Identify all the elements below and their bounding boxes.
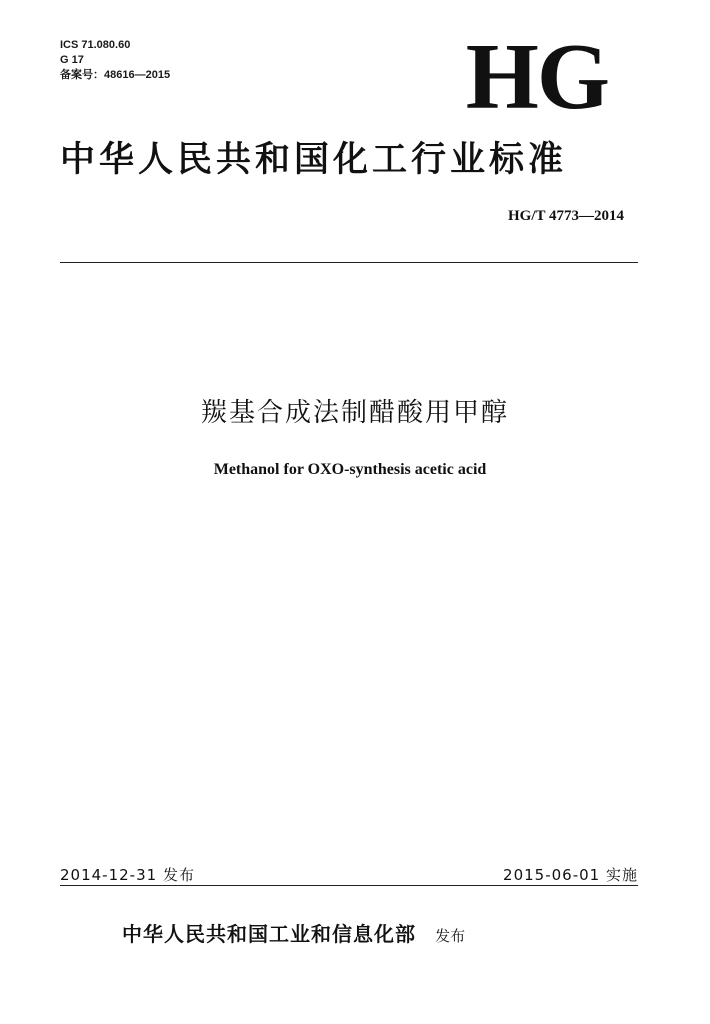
ccs-code: G 17 [60,54,84,66]
publisher-action: 发布 [435,927,466,945]
standard-title-english: Methanol for OXO-synthesis acetic acid [213,461,487,478]
top-divider [60,262,638,263]
publisher-name: 中华人民共和国工业和信息化部 [122,922,416,946]
hg-logo: HG [465,25,608,129]
filing-number: 备案号：48616—2015 [60,69,171,81]
publisher-line [122,918,465,947]
industry-standard-title: 中华人民共和国化工行业标准 [60,139,568,180]
standard-code: HG/T 4773—2014 [508,208,624,224]
standard-title-chinese: 羰基合成法制醋酸用甲醇 [200,398,509,428]
classification-block [60,38,170,83]
ics-code: ICS 71.080.60 [60,39,131,51]
implementation-date: 2015-06-01 实施 [503,866,638,884]
bottom-divider [60,885,638,886]
issue-date: 2014-12-31 发布 [60,866,195,884]
